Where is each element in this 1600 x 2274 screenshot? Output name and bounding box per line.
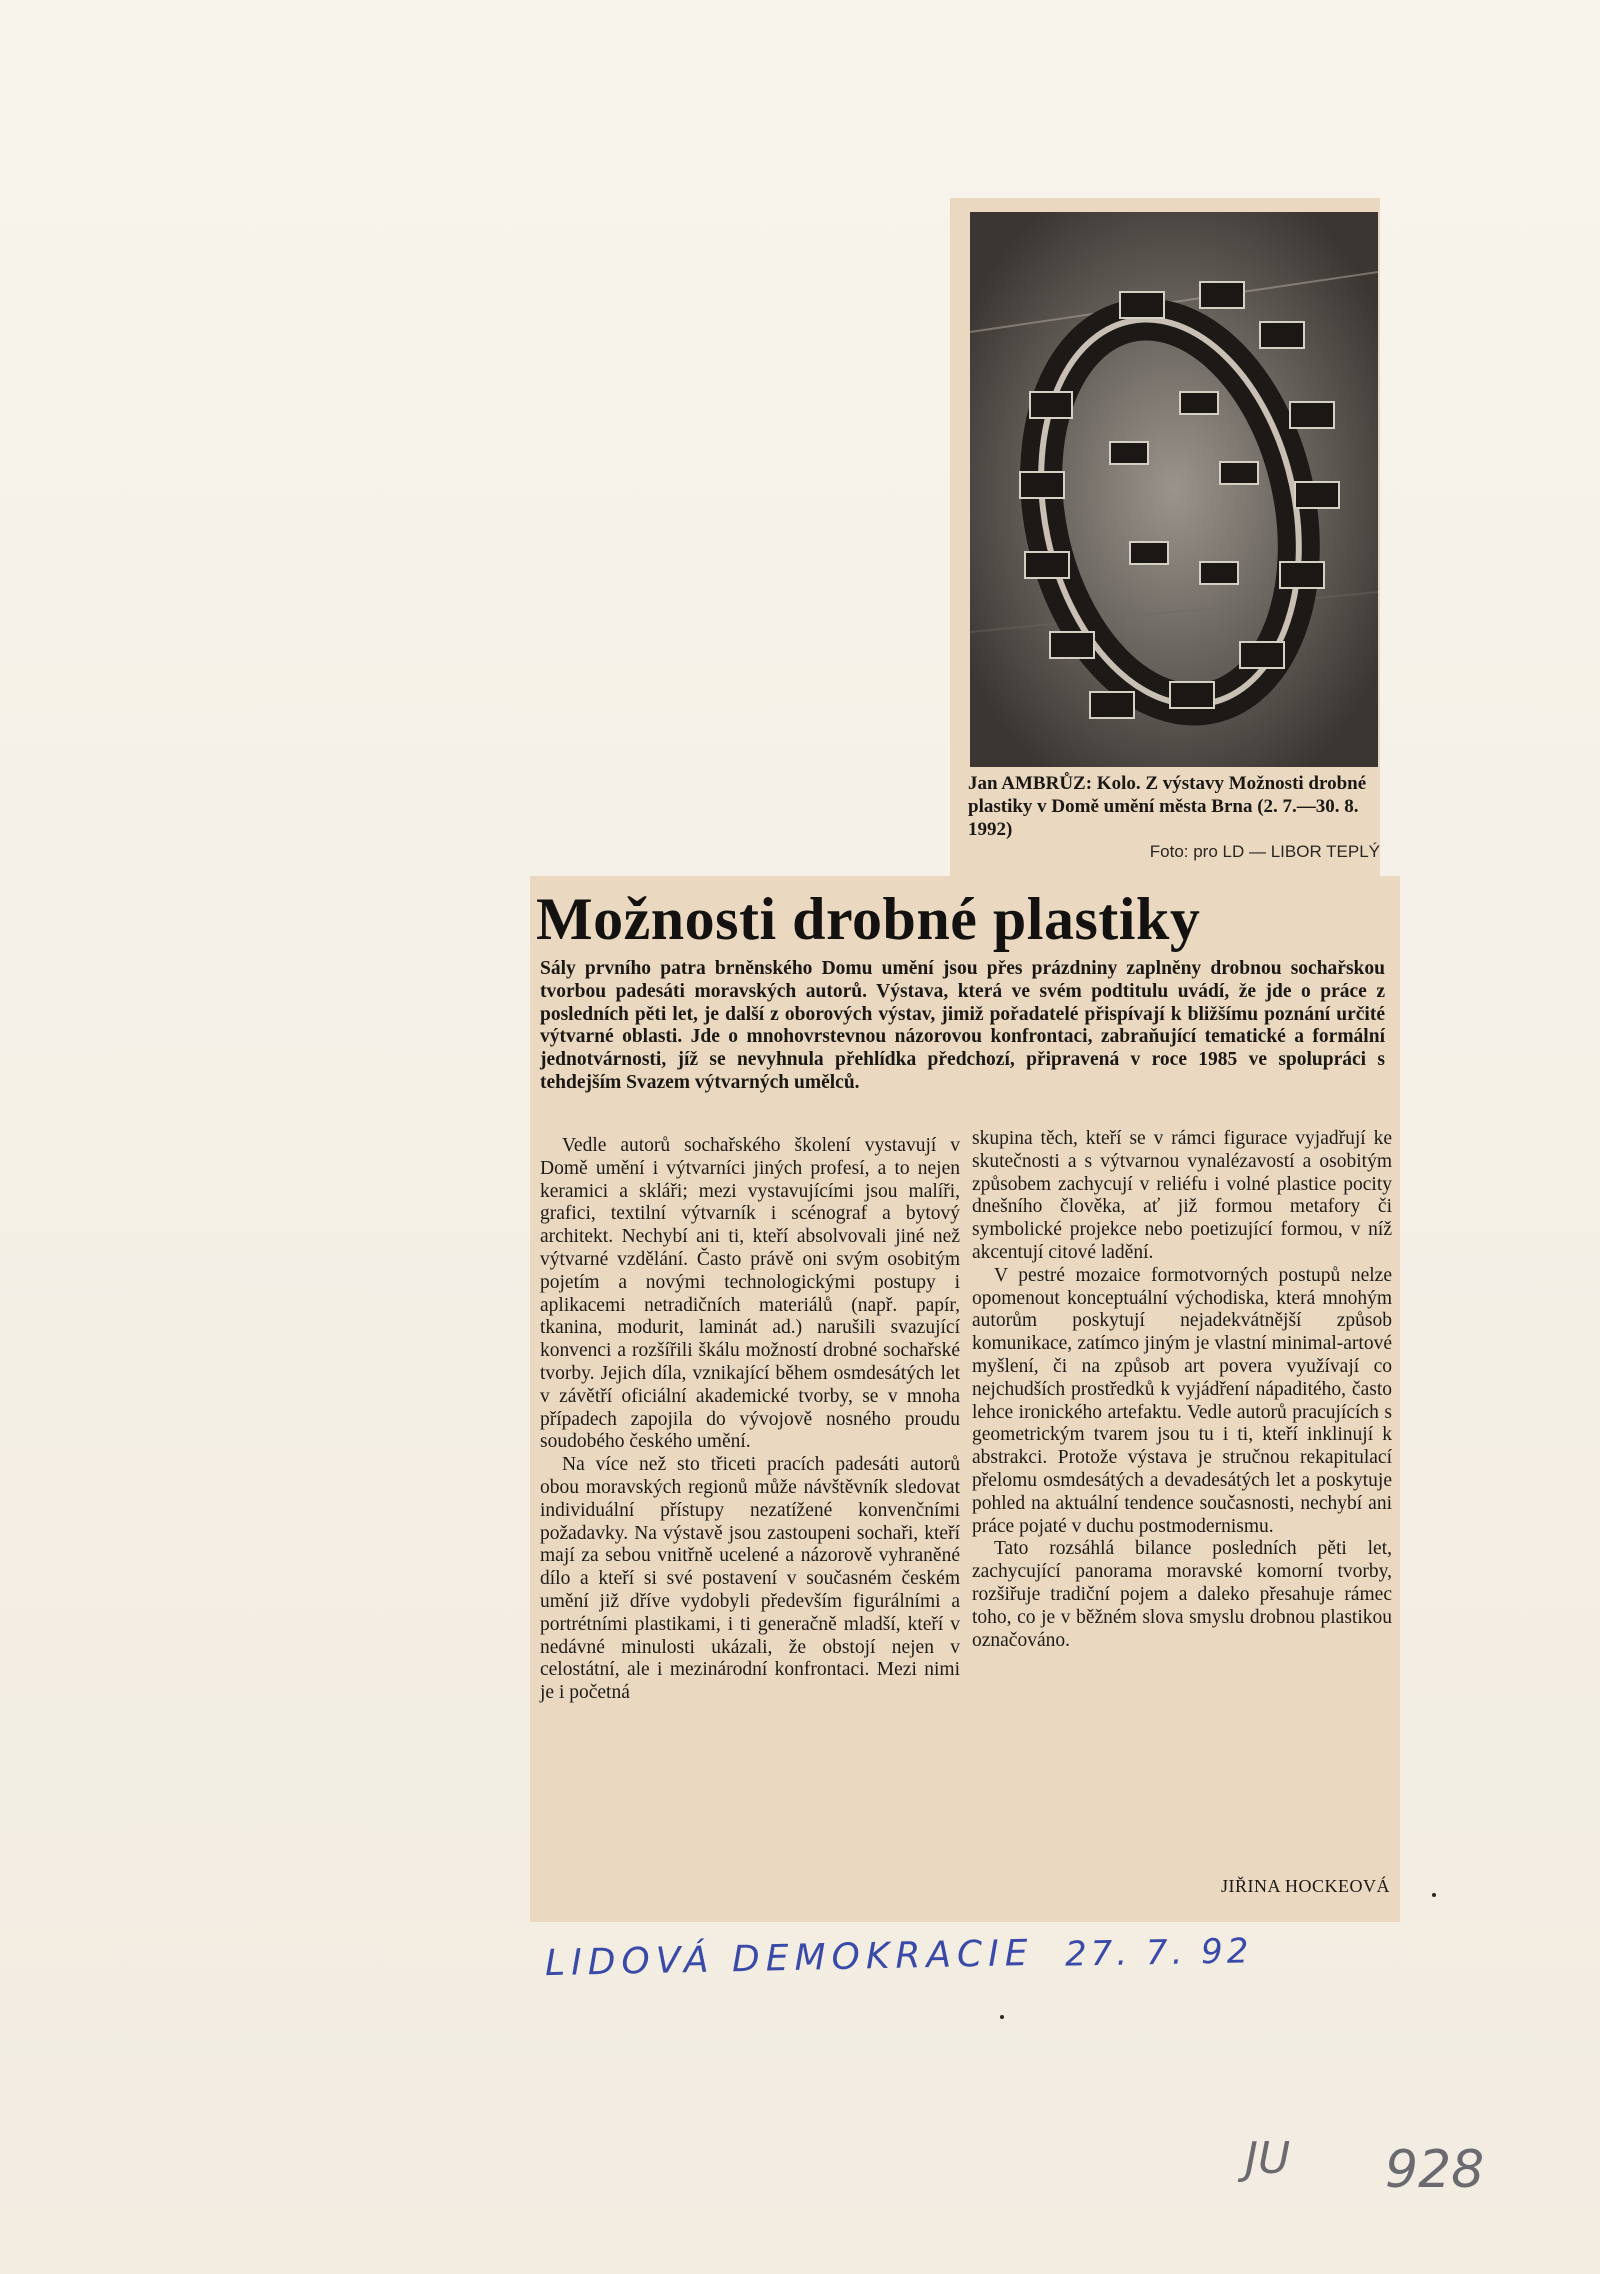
handwritten-date: 27. 7. 92 xyxy=(1064,1931,1253,1975)
handwritten-initials: JU xyxy=(1245,2133,1291,2184)
article-paragraph: Na více než sto třiceti pracích padesáti autorů obou moravských regionů může návštěvník sledovat individuální přístupy nezatížené konvenčními požadavky. Na výstavě jsou zastoupeni sochaři, kteří mají za sebou vnitřně ucelené a názorově vyhraněné dílo a kteří si své postavení v současném českém umění již dříve vydobyli především figurálními a portrétními plastikami, i ti generačně mladší, kteří v nedávné minulosti ukázali, že obstojí nejen v celostátní, ale i mezinárodní konfrontaci. Mezi nimi je i početná xyxy=(540,1454,960,1704)
ink-dot xyxy=(1000,2015,1004,2019)
sculpture-wheel-photo xyxy=(970,212,1378,767)
photo-caption: Jan AMBRŮZ: Kolo. Z výstavy Možnosti drobné plastiky v Domě umění města Brna (2. 7.—30. 8. 1992) xyxy=(968,773,1367,840)
article-paragraph: V pestré mozaice formotvorných postupů nelze opomenout konceptuální východiska, která mnohým autorům poskytují nejadekvátnější způsob komunikace, zatímco jiným je vlastní minimal-artové myšlení, či na způsob art povera využívají co nejchudších prostředků k vyjádření nápaditého, často lehce ironického artefaktu. Vedle autorů pracujících s geometrickým tvarem jsou tu i ti, kteří inklinují k abstrakci. Protože výstava je stručnou rekapitulací přelomu osmdesátých a devadesátých let a poskytuje pohled na aktuální tendence současnosti, nechybí ani práce pojaté v duchu postmodernismu. xyxy=(972,1264,1392,1537)
article-headline: Možnosti drobné plastiky xyxy=(536,886,1201,952)
photo-credit: Foto: pro LD — LIBOR TEPLÝ xyxy=(1149,842,1380,861)
handwritten-number: 928 xyxy=(1385,2140,1485,2200)
article-paragraph: Vedle autorů sochařského školení vystavují v Domě umění i výtvarníci jiných profesí, a to nejen keramici a skláři; mezi vystavujícími jsou malíři, grafici, textilní výtvarník i scénograf a bytový architekt. Nechybí ani ti, kteří absolvovali jiné než výtvarné vzdělání. Často právě oni svým osobitým pojetím a novými technologickými postupy i aplikacemi netradičních materiálů (např. papír, tkanina, modurit, laminát ad.) narušili svazující konvenci a rozšířili škálu možností drobné sochařské tvorby. Jejich díla, vznikající během osmdesátých let v závětří oficiální akademické tvorby, se v mnoha případech zapojila do vývojově nosného proudu soudobého českého umění. xyxy=(540,1135,960,1453)
article-paragraph: skupina těch, kteří se v rámci figurace vyjadřují ke skutečnosti a s výtvarnou vynalézavostí a osobitým způsobem zachycují v reliéfu i volné plastice pocity dnešního člověka, ať již formou metafory či symbolické projekce nebo poetizující formou, v níž akcentují citové ladění. xyxy=(972,1128,1392,1263)
article-byline: JIŘINA HOCKEOVÁ xyxy=(1221,1876,1390,1896)
wheel-sculpture-icon xyxy=(970,212,1378,767)
article-paragraph: Tato rozsáhlá bilance posledních pěti let, zachycující panorama moravské komorní tvorby, rozšiřuje tradiční pojem a daleko přesahuje rámec toho, co je v běžném slova smyslu drobnou plastikou označováno. xyxy=(972,1538,1392,1651)
handwritten-source: LIDOVÁ DEMOKRACIE xyxy=(544,1932,1034,1985)
article-column-left xyxy=(540,1135,960,1705)
article-column-right xyxy=(972,1128,1392,1652)
ink-dot xyxy=(1432,1893,1436,1897)
article-lead: Sály prvního patra brněnského Domu umění jsou přes prázdniny zaplněny drobnou sochařskou tvorbou padesáti moravských autorů. Výstava, která ve svém podtitulu uvádí, že jde o práce z posledních pěti let, je další z oborových výstav, jimiž pořadatelé přispívají k bližšímu poznání určité výtvarné oblasti. Jde o mnohovrstevnou názorovou konfrontaci, zabraňující tematické a formální jednotvárnosti, jíž se nevyhnula přehlídka předchozí, připravená v roce 1985 ve spolupráci s tehdejším Svazem výtvarných umělců. xyxy=(540,958,1385,1093)
